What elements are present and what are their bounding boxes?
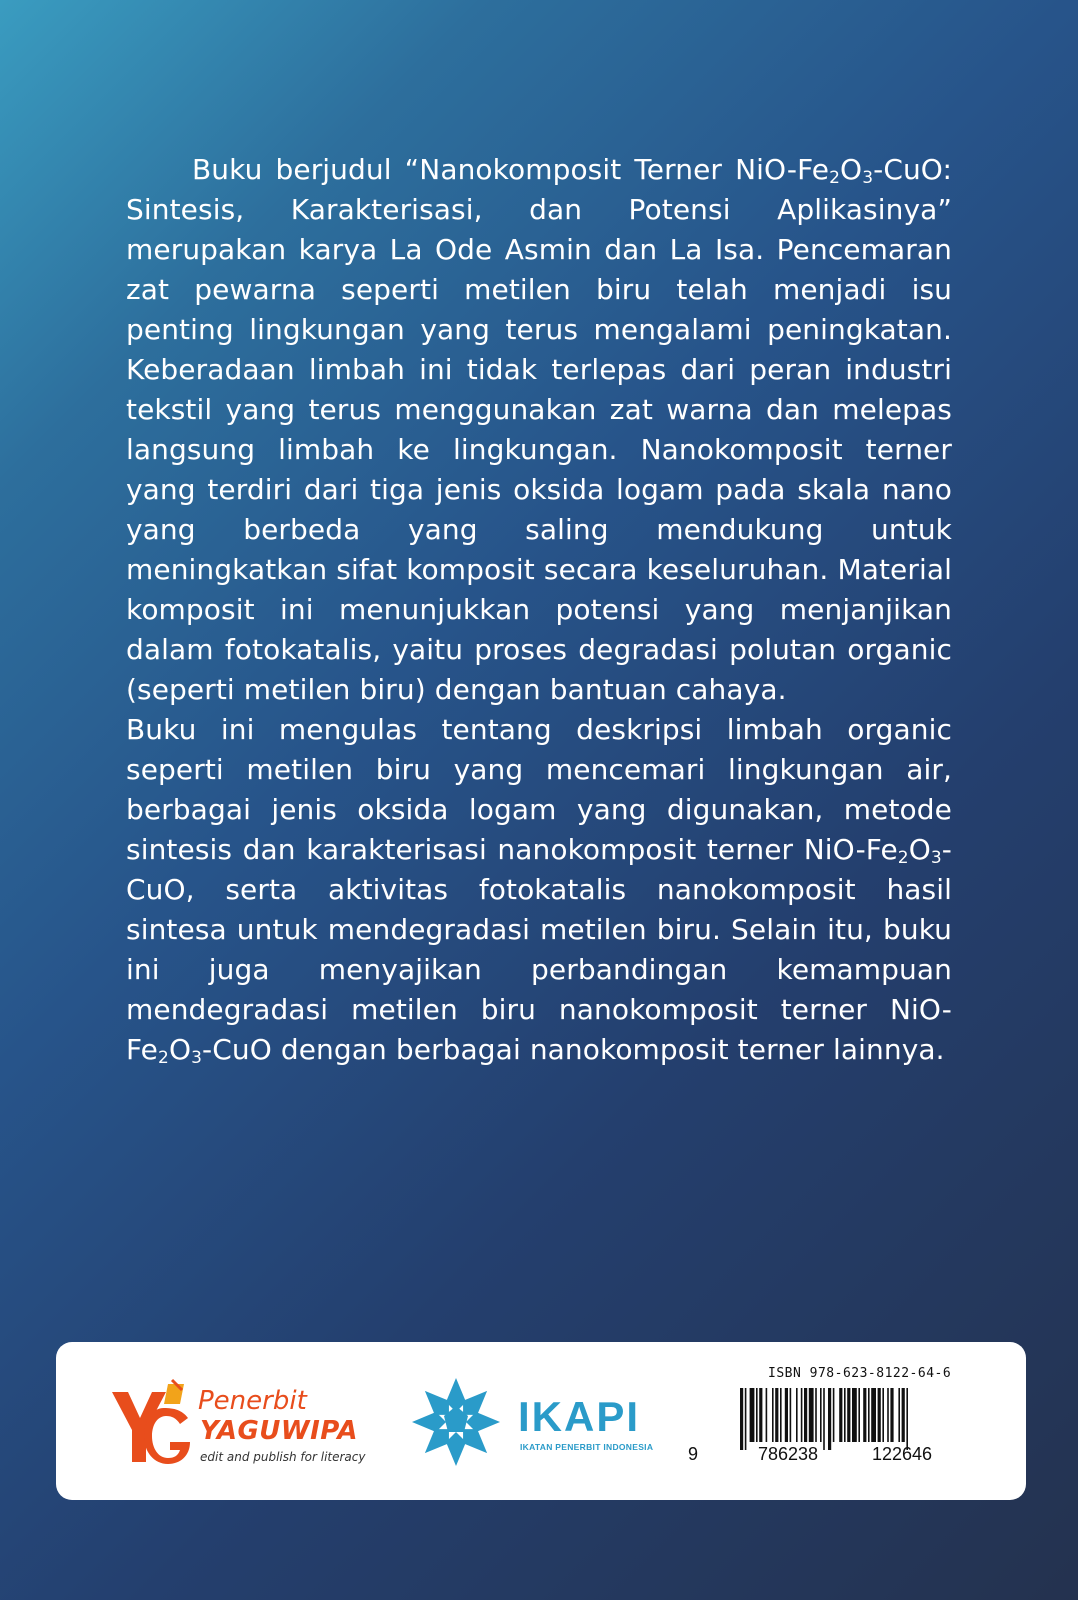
barcode-bar [750, 1388, 755, 1442]
subscript: 2 [158, 1048, 169, 1068]
barcode-bar [801, 1388, 803, 1442]
barcode-bar [847, 1388, 850, 1442]
ikapi-subtitle: IKATAN PENERBIT INDONESIA [520, 1442, 654, 1452]
barcode-bar [759, 1388, 762, 1442]
blurb-text: -CuO dengan berbagai nanokomposit terner lainnya. [202, 1033, 945, 1066]
barcode-bar [871, 1388, 876, 1442]
ikapi-logo [408, 1370, 678, 1474]
isbn-digits-right: 122646 [872, 1444, 933, 1464]
barcode-bar [858, 1388, 860, 1442]
subscript: 3 [930, 848, 942, 868]
barcode-bar [839, 1388, 842, 1442]
barcode-bar [790, 1388, 792, 1442]
publisher-name-line2: YAGUWIPA [200, 1416, 359, 1446]
isbn-digits-left: 786238 [758, 1444, 819, 1464]
barcode-bar [804, 1388, 807, 1442]
barcode-bar [863, 1388, 866, 1442]
barcode-bar [820, 1388, 822, 1442]
ikapi-name: IKAPI [518, 1393, 641, 1440]
barcode-icon [736, 1388, 970, 1450]
blurb-text: -CuO, serta aktivitas fotokatalis nanokomposit hasil sintesa untuk mendegradasi metilen biru. Selain itu, buku ini juga menyajikan perbandingan kemampuan mendegradasi metilen biru nanokomposit terner NiO-Fe [126, 833, 952, 1066]
barcode-bar [772, 1388, 774, 1442]
barcode-bar [828, 1388, 831, 1450]
barcode-bar [902, 1388, 905, 1442]
publisher-footer-panel [56, 1342, 1026, 1500]
subscript: 3 [862, 168, 874, 188]
blurb-text: Buku ini mengulas tentang deskripsi limbah organic seperti metilen biru yang mencemari lingkungan air, berbagai jenis oksida logam yang digunakan, metode sintesis dan karakterisasi nanokomposit terner NiO-Fe [126, 713, 952, 866]
barcode-bar [833, 1388, 835, 1442]
blurb-text: O [168, 1033, 192, 1066]
barcode-bar [887, 1388, 889, 1442]
barcode-bar [815, 1388, 817, 1442]
barcode-bar [898, 1388, 900, 1442]
barcode-bar [780, 1388, 782, 1442]
yaguwipa-logo [106, 1378, 376, 1468]
blurb-text: -CuO: Sintesis, Karakterisasi, dan Potensi Aplikasinya” merupakan karya La Ode Asmin dan La Isa. Pencemaran zat pewarna seperti metilen biru telah menjadi isu penting lingkungan yang terus mengalami peningkatan. Keberadaan limbah ini tidak terlepas dari peran industri tekstil yang terus menggunakan zat warna dan melepas langsung limbah ke lingkungan. Nanokomposit terner yang terdiri dari tiga jenis oksida logam pada skala nano yang berbeda yang saling mendukung untuk meningkatkan sifat komposit secara keseluruhan. Material komposit ini menunjukkan potensi yang menjanjikan dalam fotokatalis, yaitu proses degradasi polutan organic (seperti metilen biru) dengan bantuan cahaya. [126, 153, 952, 706]
blurb-text: O [840, 153, 863, 186]
subscript: 2 [897, 848, 909, 868]
barcode-bar [823, 1388, 825, 1450]
barcode-bar [775, 1388, 778, 1442]
blurb-paragraph-2 [126, 710, 952, 1070]
barcode-bar [906, 1388, 908, 1450]
barcode-bar [882, 1388, 884, 1442]
subscript: 3 [191, 1048, 202, 1068]
barcode-bar [890, 1388, 893, 1442]
isbn-digit-first: 9 [688, 1444, 699, 1464]
barcode-bar [745, 1388, 747, 1450]
ikapi-flower-icon [408, 1370, 504, 1474]
barcode-bar [878, 1388, 881, 1442]
publisher-name-line1: Penerbit [198, 1386, 307, 1416]
barcode-bar [809, 1388, 814, 1442]
barcode-bar [785, 1388, 788, 1442]
barcode-bar [844, 1388, 846, 1442]
barcode-bar [756, 1388, 758, 1442]
publisher-tagline: edit and publish for literacy [200, 1450, 366, 1464]
blurb-text: Buku berjudul “Nanokomposit Terner NiO-Fe [192, 153, 830, 186]
blurb-text: O [908, 833, 931, 866]
barcode-bar [852, 1388, 857, 1442]
yaguwipa-mark-icon [106, 1378, 198, 1468]
isbn-barcode [688, 1364, 988, 1484]
barcode-bar [868, 1388, 870, 1442]
barcode-bar [740, 1388, 743, 1450]
blurb-paragraph-1 [126, 150, 952, 710]
barcode-bar [796, 1388, 798, 1442]
isbn-label: ISBN 978-623-8122-64-6 [768, 1366, 952, 1381]
subscript: 2 [829, 168, 841, 188]
back-cover-blurb [126, 150, 952, 1070]
barcode-bar [766, 1388, 768, 1442]
